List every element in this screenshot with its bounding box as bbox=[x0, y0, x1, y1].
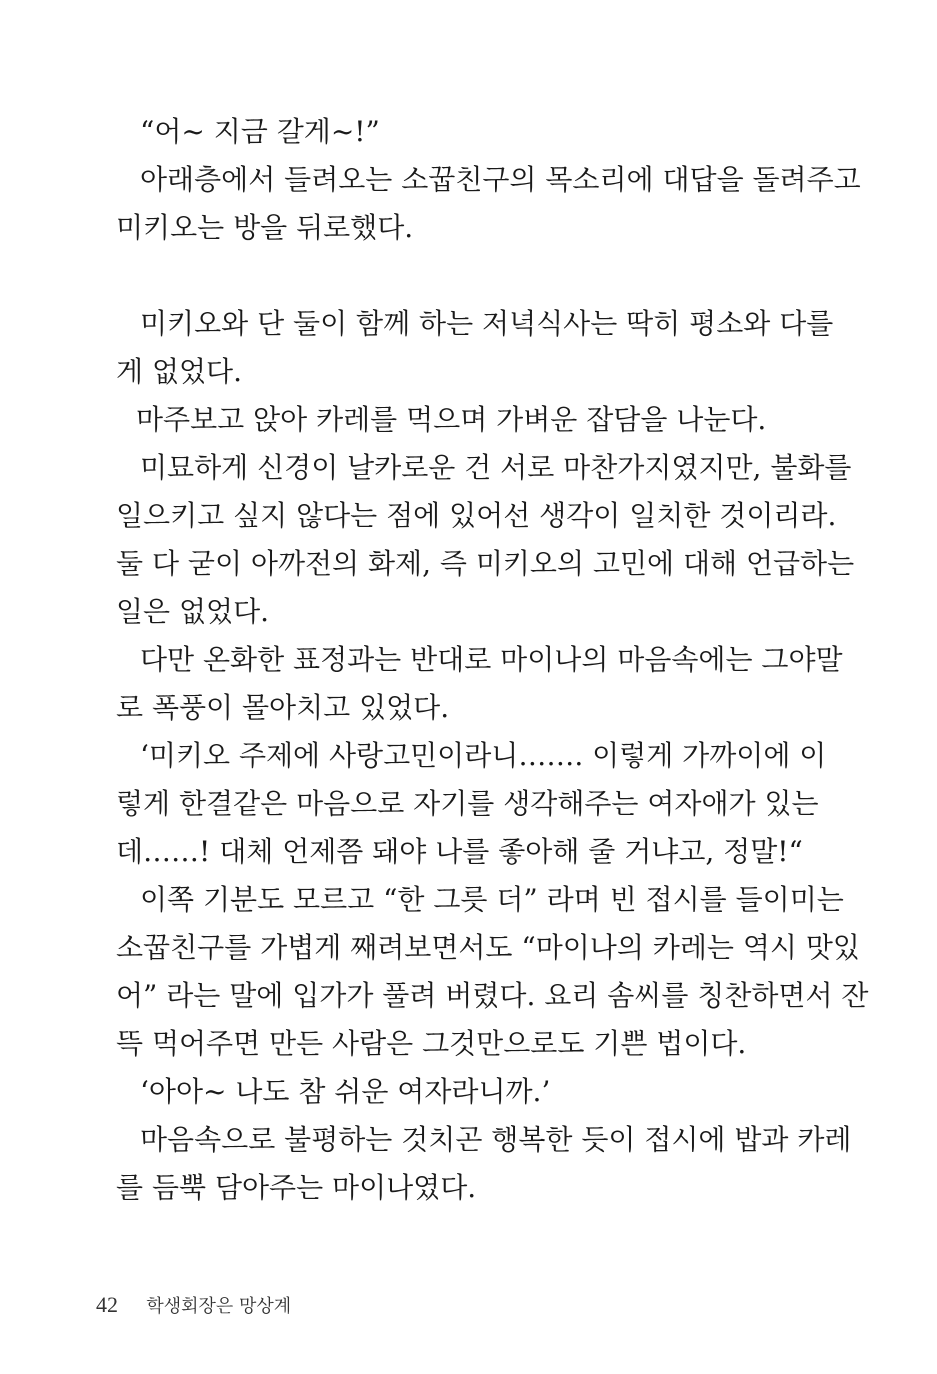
text-line: 이쪽 기분도 모르고 “한 그릇 더” 라며 빈 접시를 들이미는 bbox=[140, 883, 844, 916]
text-line: 렇게 한결같은 마음으로 자기를 생각해주는 여자애가 있는 bbox=[116, 787, 819, 820]
text-line: 일은 없었다. bbox=[116, 595, 270, 628]
text-line: ‘아아~ 나도 참 쉬운 여자라니까.’ bbox=[140, 1075, 551, 1108]
text-line: 마주보고 앉아 카레를 먹으며 가벼운 잡담을 나눈다. bbox=[136, 403, 767, 436]
paragraph bbox=[116, 732, 827, 876]
text-line: 일으키고 싶지 않다는 점에 있어선 생각이 일치한 것이리라. bbox=[116, 499, 837, 532]
text-line: 둘 다 굳이 아까전의 화제, 즉 미키오의 고민에 대해 언급하는 bbox=[116, 547, 855, 580]
paragraph bbox=[116, 876, 869, 1068]
paragraph bbox=[116, 156, 861, 252]
section-gap bbox=[116, 252, 804, 300]
paragraph bbox=[116, 444, 855, 636]
paragraph bbox=[116, 300, 834, 396]
text-line: “어~ 지금 갈게~!” bbox=[140, 115, 380, 148]
text-line: 뜩 먹어주면 만든 사람은 그것만으로도 기쁜 법이다. bbox=[116, 1027, 747, 1060]
text-line: 아래층에서 들려오는 소꿉친구의 목소리에 대답을 돌려주고 bbox=[140, 163, 861, 196]
text-line: 마음속으로 불평하는 것치곤 행복한 듯이 접시에 밥과 카레 bbox=[140, 1123, 852, 1156]
text-line: 데……! 대체 언제쯤 돼야 나를 좋아해 줄 거냐고, 정말!“ bbox=[116, 835, 803, 868]
paragraph bbox=[116, 396, 804, 444]
paragraph bbox=[116, 108, 804, 156]
paragraph bbox=[116, 636, 843, 732]
text-line: 를 듬뿍 담아주는 마이나였다. bbox=[116, 1171, 477, 1204]
page-footer bbox=[96, 1292, 291, 1318]
text-line: 미묘하게 신경이 날카로운 건 서로 마찬가지였지만, 불화를 bbox=[140, 451, 852, 484]
text-line: 다만 온화한 표정과는 반대로 마이나의 마음속에는 그야말 bbox=[140, 643, 843, 676]
text-line: 로 폭풍이 몰아치고 있었다. bbox=[116, 691, 450, 724]
body-text bbox=[116, 108, 869, 1212]
text-line: ‘미키오 주제에 사랑고민이라니……. 이렇게 가까이에 이 bbox=[140, 739, 827, 772]
page-number: 42 bbox=[96, 1292, 118, 1317]
paragraph bbox=[116, 1116, 852, 1212]
text-line: 미키오와 단 둘이 함께 하는 저녁식사는 딱히 평소와 다를 bbox=[140, 307, 834, 340]
book-title: 학생회장은 망상계 bbox=[146, 1296, 292, 1317]
text-line: 소꿉친구를 가볍게 째려보면서도 “마이나의 카레는 역시 맛있 bbox=[116, 931, 860, 964]
paragraph bbox=[116, 1068, 804, 1116]
text-line: 게 없었다. bbox=[116, 355, 242, 388]
text-line: 미키오는 방을 뒤로했다. bbox=[116, 211, 414, 244]
text-line: 어” 라는 말에 입가가 풀려 버렸다. 요리 솜씨를 칭찬하면서 잔 bbox=[116, 979, 869, 1012]
